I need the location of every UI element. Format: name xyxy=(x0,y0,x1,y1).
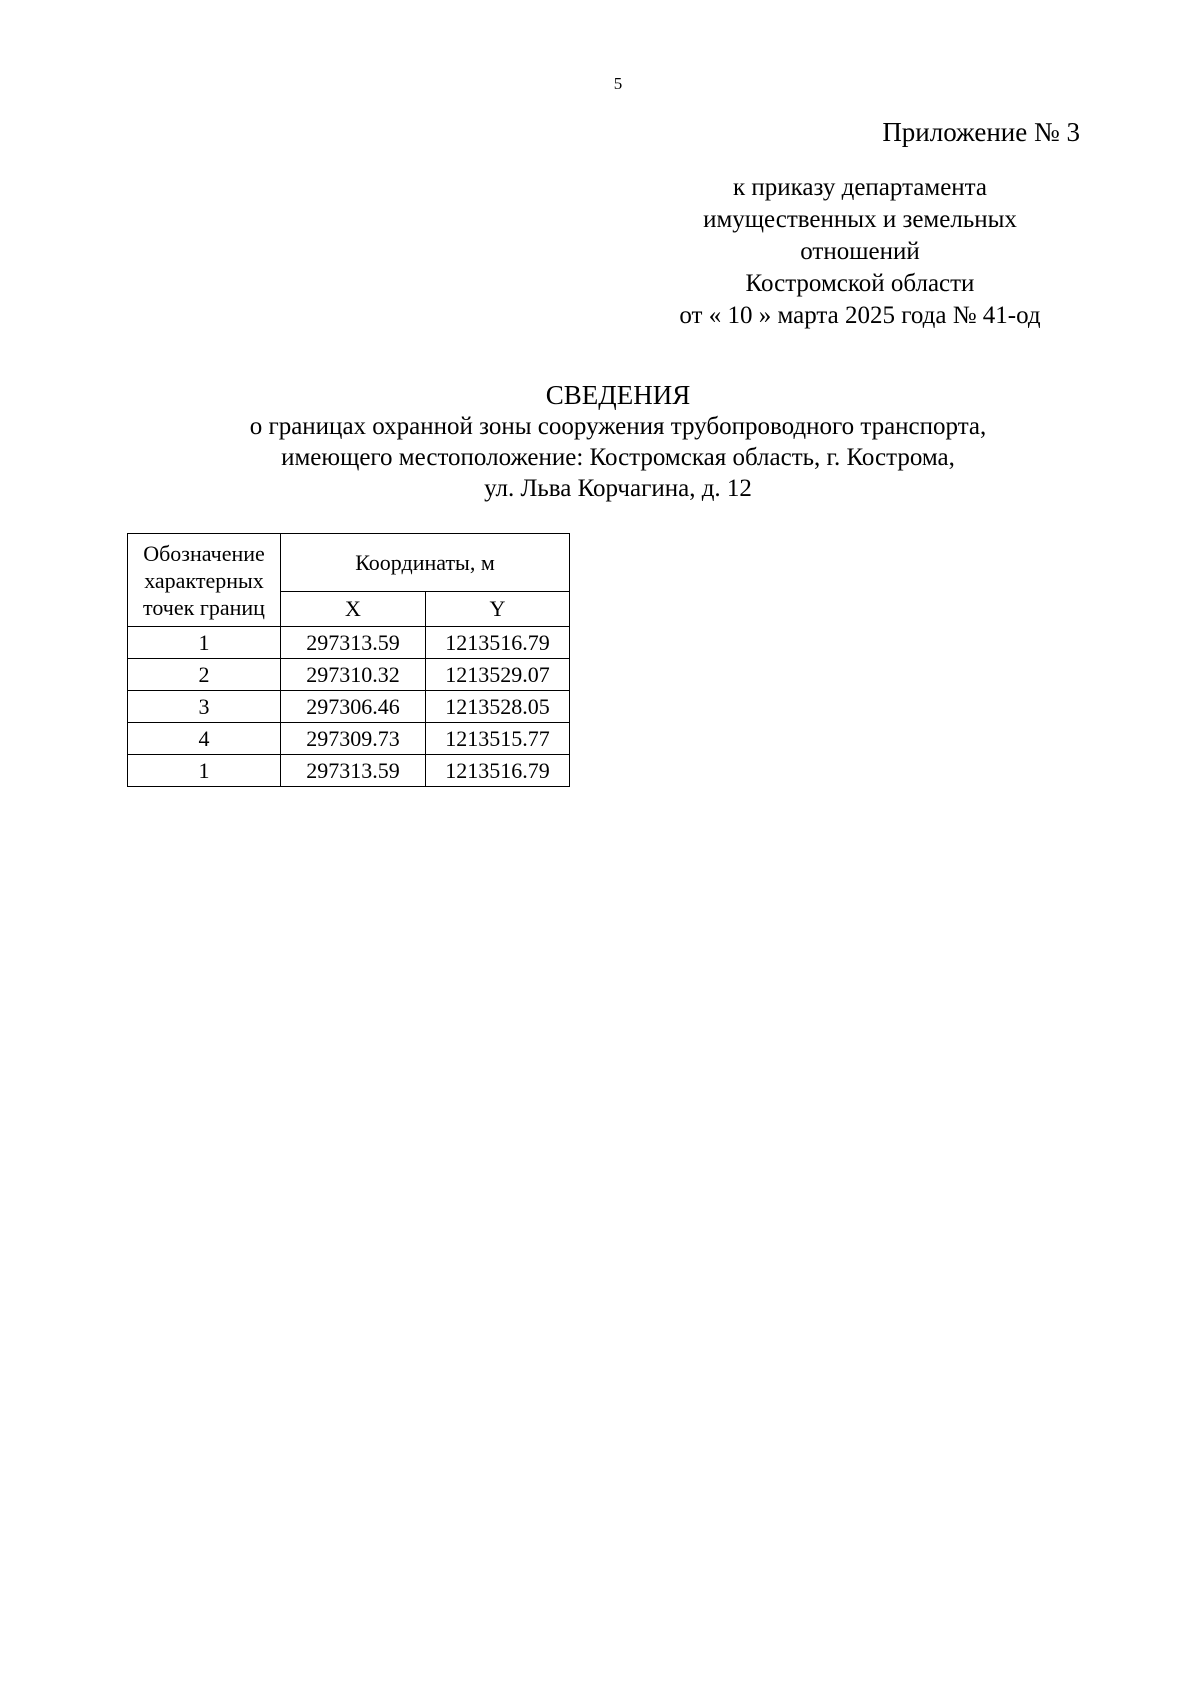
header-line: точек границ xyxy=(143,594,265,620)
x-header: X xyxy=(281,592,426,627)
x-cell: 297313.59 xyxy=(281,627,426,659)
point-designation-header xyxy=(128,534,281,627)
table-row xyxy=(128,659,570,691)
table-row xyxy=(128,755,570,787)
header-line: Обозначение xyxy=(143,540,265,566)
document-title: СВЕДЕНИЯ xyxy=(545,380,691,410)
coordinates-table xyxy=(127,533,570,787)
y-cell: 1213529.07 xyxy=(426,659,570,691)
header-line: характерных xyxy=(144,567,264,593)
order-line: от « 10 » марта 2025 года № 41-од xyxy=(679,302,1041,329)
document-subtitle-line: ул. Льва Корчагина, д. 12 xyxy=(484,475,752,502)
table-header-row xyxy=(128,534,570,592)
y-cell: 1213528.05 xyxy=(426,691,570,723)
y-cell: 1213516.79 xyxy=(426,627,570,659)
coordinates-header: Координаты, м xyxy=(281,534,570,592)
point-cell: 4 xyxy=(128,723,281,755)
document-subtitle-line: имеющего местоположение: Костромская область, г. Кострома, xyxy=(281,444,955,471)
table-row xyxy=(128,723,570,755)
x-cell: 297310.32 xyxy=(281,659,426,691)
point-cell: 3 xyxy=(128,691,281,723)
y-cell: 1213515.77 xyxy=(426,723,570,755)
order-reference xyxy=(620,172,1100,332)
x-cell: 297306.46 xyxy=(281,691,426,723)
point-cell: 1 xyxy=(128,627,281,659)
table-row xyxy=(128,627,570,659)
document-subtitle-line: о границах охранной зоны сооружения трубопроводного транспорта, xyxy=(249,413,987,440)
x-cell: 297313.59 xyxy=(281,755,426,787)
y-header: Y xyxy=(426,592,570,627)
document-heading xyxy=(0,379,1200,504)
order-line: имущественных и земельных xyxy=(703,206,1017,233)
appendix-title: Приложение № 3 xyxy=(882,117,1080,147)
y-cell: 1213516.79 xyxy=(426,755,570,787)
order-line: к приказу департамента xyxy=(732,174,988,201)
page-number: 5 xyxy=(613,74,623,93)
point-cell: 2 xyxy=(128,659,281,691)
order-line: отношений xyxy=(800,238,920,265)
point-cell: 1 xyxy=(128,755,281,787)
order-line: Костромской области xyxy=(745,270,975,297)
x-cell: 297309.73 xyxy=(281,723,426,755)
table-row xyxy=(128,691,570,723)
